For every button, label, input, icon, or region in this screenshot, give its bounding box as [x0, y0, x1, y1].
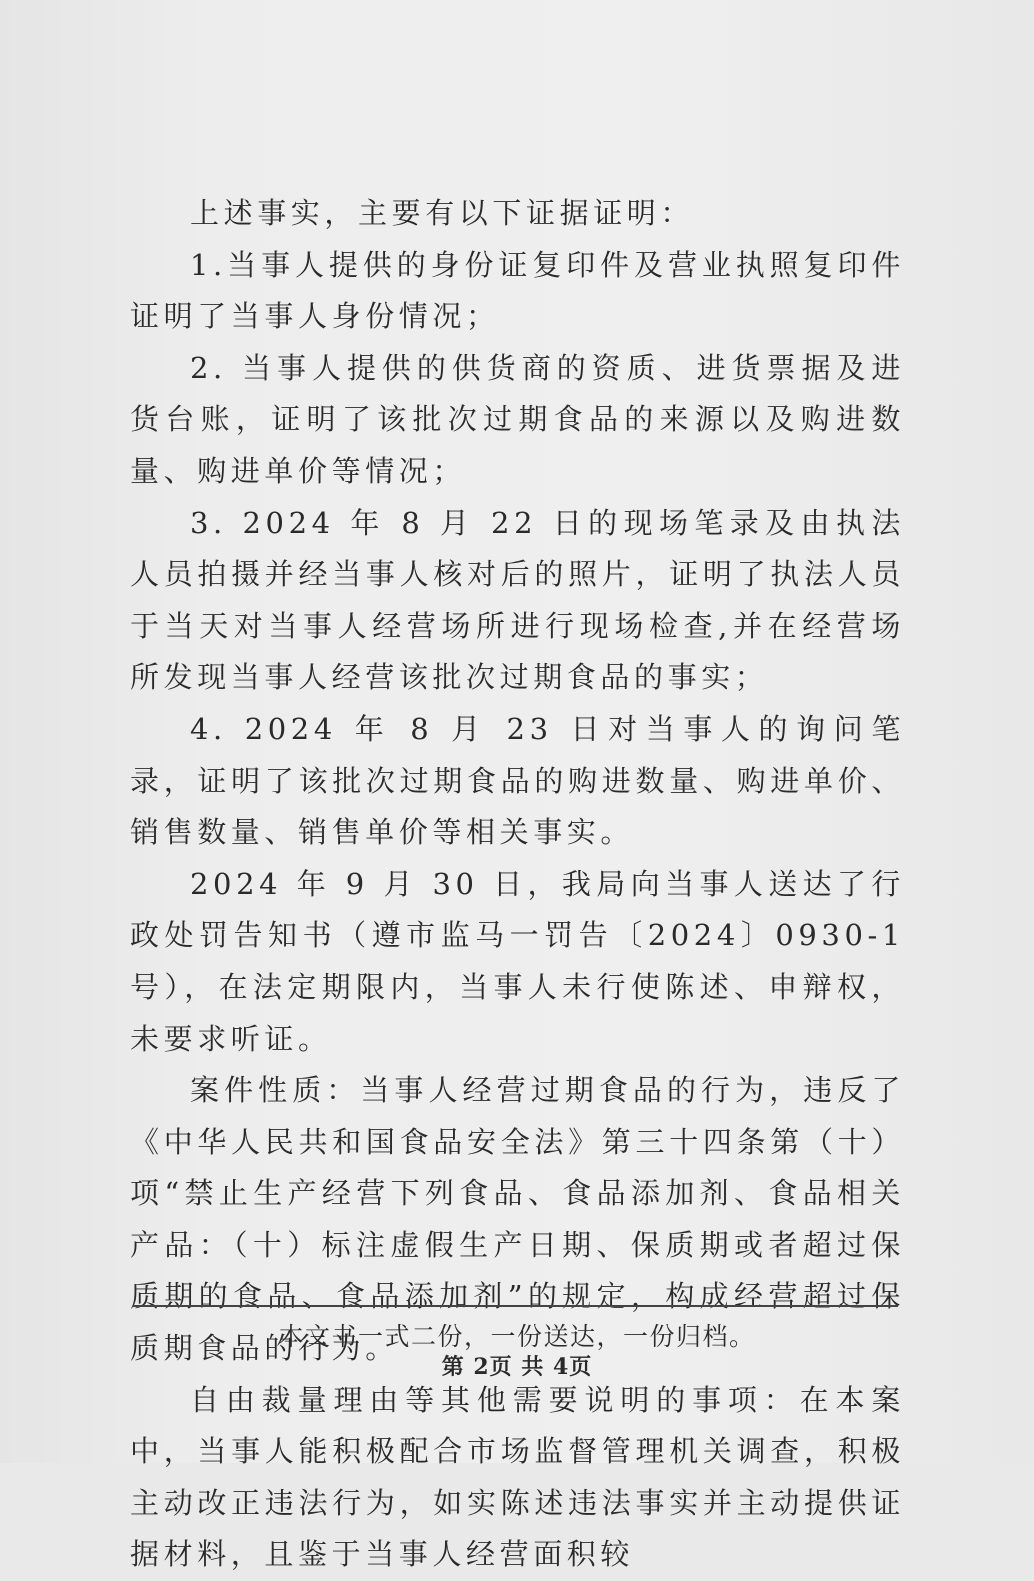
paragraph-discretion-reason: 自由裁量理由等其他需要说明的事项：在本案中，当事人能积极配合市场监督管理机关调查，积极主动改正违法行为，如实陈述违法事实并主动提供证据材料，且鉴于当事人经营面积较 — [130, 1382, 905, 1572]
paragraph-case-nature: 案件性质：当事人经营过期食品的行为，违反了《中华人民共和国食品安全法》第三十四条第（十）项“禁止生产经营下列食品、食品添加剂、食品相关产品：（十）标注虚假生产日期、保质期或者超过保质期的食品、食品添加剂”的规定，构成经营超过保质期食品的行为。 — [130, 1073, 905, 1366]
footer-copy-note: 本文书一式二份，一份送达，一份归档。 — [278, 1322, 756, 1351]
paragraph-evidence-intro: 上述事实，主要有以下证据证明： — [190, 196, 695, 230]
paragraph-evidence-4: 4. 2024 年 8 月 23 日对当事人的询问笔录，证明了该批次过期食品的购进数量、购进单价、销售数量、销售单价等相关事实。 — [130, 711, 905, 850]
footer-divider — [133, 1305, 898, 1307]
page-number: 第 2页 共 4页 — [441, 1354, 593, 1380]
paragraph-notice-delivery: 2024 年 9 月 30 日，我局向当事人送达了行政处罚告知书（遵市监马一罚告〔2024〕0930-1 号），在法定期限内，当事人未行使陈述、申辩权，未要求听证。 — [130, 866, 905, 1056]
paragraph-evidence-1: 1.当事人提供的身份证复印件及营业执照复印件证明了当事人身份情况； — [130, 247, 905, 334]
paragraph-evidence-3: 3. 2024 年 8 月 22 日的现场笔录及由执法人员拍摄并经当事人核对后的照片，证明了执法人员于当天对当事人经营场所进行现场检查,并在经营场所发现当事人经营该批次过期食品的事实； — [130, 505, 905, 695]
paragraph-evidence-2: 2. 当事人提供的供货商的资质、进货票据及进货台账，证明了该批次过期食品的来源以及购进数量、购进单价等情况； — [130, 350, 905, 488]
